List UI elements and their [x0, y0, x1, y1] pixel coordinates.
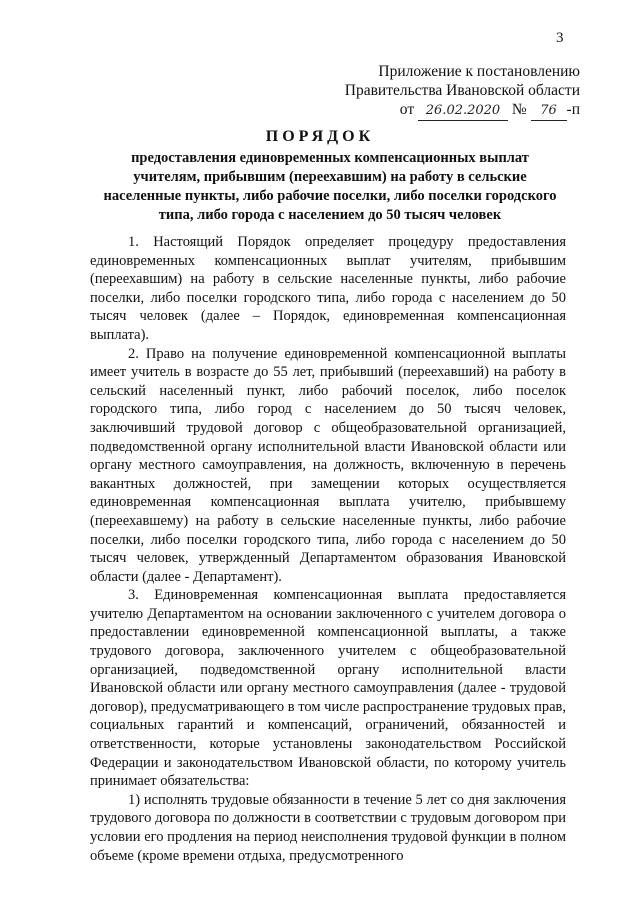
page-number: 3: [556, 30, 564, 46]
appendix-date-line: [320, 100, 580, 121]
document-subtitle: предоставления единовременных компенсационных выплат учителям, прибывшим (переехавшим) на работу в сельские населенные пункты, либо рабочие поселки, либо поселки городского типа, либо города с населением до 50 тысяч человек: [103, 150, 557, 223]
paragraph-3: 3. Единовременная компенсационная выплата предоставляется учителю Департаментом на основании заключенного с учителем договора о предоставлении единовременной компенсационной выплаты, а также трудового договора, заключенного учителем с общеобразовательной организацией, подведомственной органу исполнительной власти Ивановской области или органу местного самоуправления (далее - трудовой договор), предусматривающего в том числе распространение трудовых прав, социальных гарантий и компенсаций, ограничений, обязанностей и ответственности, которые установлены законодательством Российской Федерации и законодательством Ивановской области, по которому учитель принимает обязательства:: [90, 587, 567, 790]
document-title: ПОРЯДОК: [265, 128, 375, 145]
document-body: [90, 233, 566, 865]
paragraph-3-item-1: 1) исполнять трудовые обязанности в течение 5 лет со дня заключения трудового договора по должности в соответствии с трудовым договором при условии его продления на период неисполнения трудовой функции в полном объеме (кроме времени отдыха, предусмотренного: [90, 791, 566, 864]
paragraph-1: 1. Настоящий Порядок определяет процедуру предоставления единовременных компенсационных выплат учителям, прибывшим (переехавшим) на работу в сельские населенные пункты, либо рабочие поселки, либо поселки городского типа, либо города с населением до 50 тысяч человек (далее – Порядок, единовременная компенсационная выплата).: [90, 234, 566, 343]
number-label: №: [511, 101, 527, 118]
handwritten-date: 26.02.2020: [418, 101, 508, 121]
from-label: от: [399, 101, 415, 118]
handwritten-number: 76: [531, 101, 567, 121]
paragraph-2: 2. Право на получение единовременной компенсационной выплаты имеет учитель в возрасте до 55 лет, прибывший (переехавший) на работу в сельский населенный пункт, либо рабочий поселок, либо поселок городского типа, либо город с населением до 50 тысяч человек, заключивший трудовой договор с общеобразовательной организацией, подведомственной органу исполнительной власти Ивановской области или органу местного самоуправления, на должность, включенную в перечень вакантных должностей, при замещении которых осуществляется единовременная компенсационная выплата учителю, прибывшему (переехавшему) на работу в сельские населенные пункты, либо рабочие поселки, либо поселки городского типа, либо города с населением до 50 тысяч человек, утвержденный Департаментом образования Ивановской области (далее - Департамент).: [90, 345, 566, 585]
appendix-line-2: Правительства Ивановской области: [344, 82, 580, 99]
number-suffix: -п: [566, 101, 580, 118]
appendix-line-1: Приложение к постановлению: [378, 63, 580, 80]
appendix-block: [320, 62, 580, 121]
